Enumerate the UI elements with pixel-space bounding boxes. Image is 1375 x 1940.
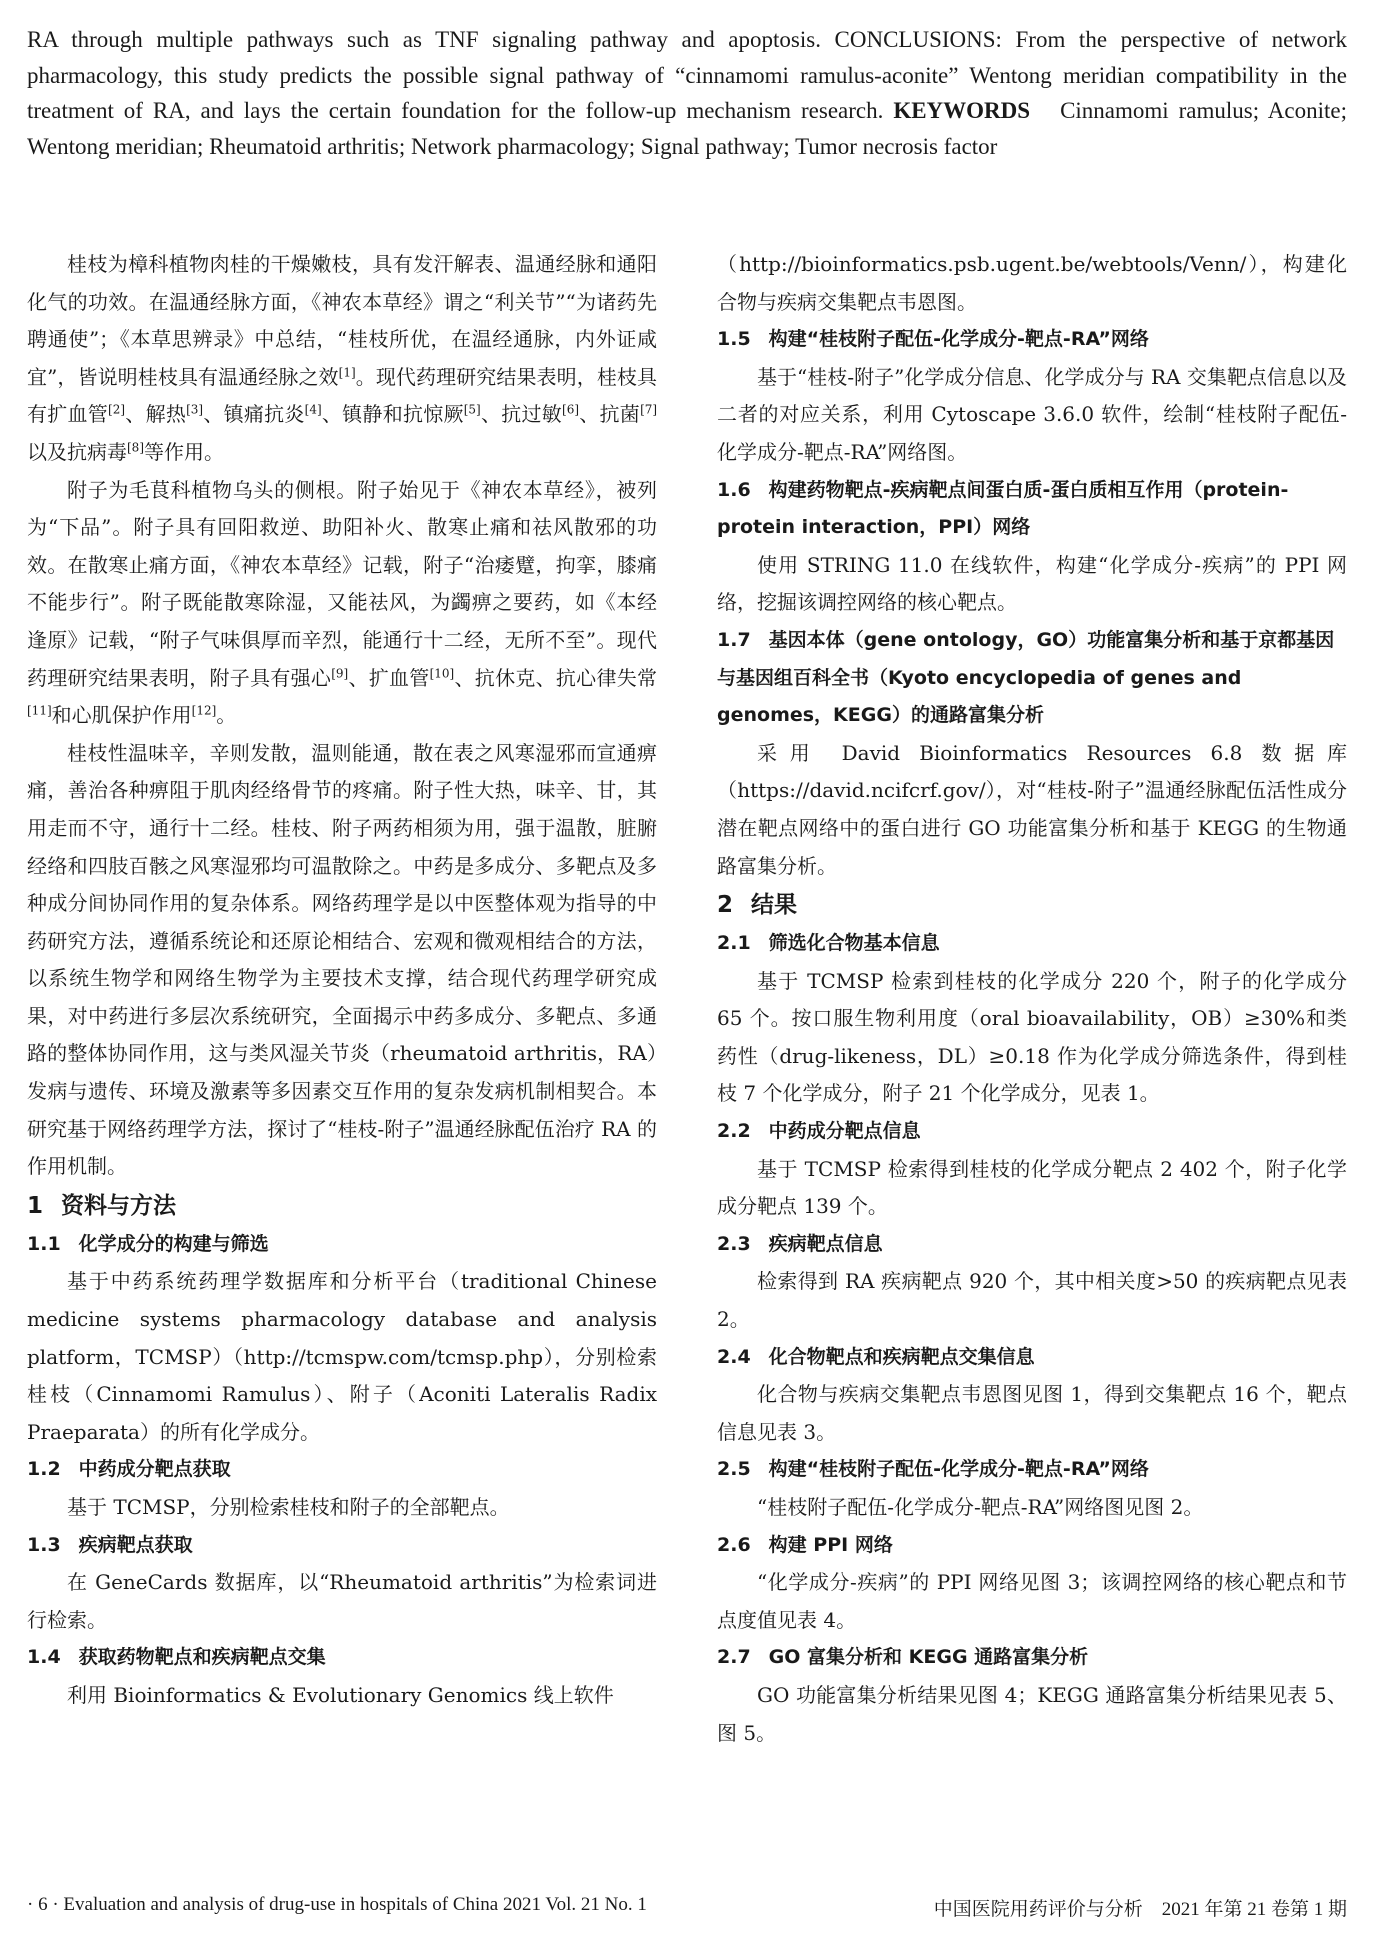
paragraph-1-5: 基于“桂枝-附子”化学成分信息、化学成分与 RA 交集靶点信息以及二者的对应关系，利用 Cytoscape 3.6.0 软件，绘制“桂枝附子配伍-化学成分-靶点-RA”网络图。 — [717, 364, 1347, 464]
subsection-heading-2-6: 2.6 构建 PPI 网络 — [717, 1533, 893, 1556]
paragraph-2-4: 化合物与疾病交集靶点韦恩图见图 1，得到交集靶点 16 个，靶点信息见表 3。 — [717, 1382, 1347, 1444]
paragraph-intro: 桂枝性温味辛，辛则发散，温则能通，散在表之风寒湿邪而宣通痹痛，善治各种痹阻于肌肉经络骨节的疼痛。附子性大热，味辛、甘，其用走而不守，通行十二经。桂枝、附子两药相须为用，强于温散，脏腑经络和四肢百骸之风寒湿邪均可温散除之。中药是多成分、多靶点及多种成分间协同作用的复杂体系。网络药理学是以中医整体观为指导的中药研究方法，遵循系统论和还原论相结合、宏观和微观相结合的方法，以系统生物学和网络生物学为主要技术支撑，结合现代药理学研究成果，对中药进行多层次系统研究，全面揭示中药多成分、多靶点、多通路的整体协同作用，这与类风湿关节炎（rheumatoid arthritis，RA）发病与遗传、环境及激素等多因素交互作用的复杂发病机制相契合。本研究基于网络药理学方法，探讨了“桂枝-附子”温通经脉配伍治疗 RA 的作用机制。 — [27, 740, 657, 1179]
paragraph-1-6: 使用 STRING 11.0 在线软件，构建“化学成分-疾病”的 PPI 网络，挖掘该调控网络的核心靶点。 — [717, 552, 1347, 615]
paragraph-2-6: “化学成分-疾病”的 PPI 网络见图 3；该调控网络的核心靶点和节点度值见表 4。 — [717, 1570, 1347, 1632]
body-columns — [27, 246, 1347, 1886]
paragraph-2-1: 基于 TCMSP 检索到桂枝的化学成分 220 个，附子的化学成分 65 个。按口服生物利用度（oral bioavailability，OB）≥30%和类药性（drug-likeness，DL）≥0.18 作为化学成分筛选条件，得到桂枝 7 个化学成分，附子 21 个化学成分，见表 1。 — [717, 968, 1347, 1106]
subsection-heading-2-1: 2.1 筛选化合物基本信息 — [717, 932, 940, 955]
paragraph-1-2: 基于 TCMSP，分别检索桂枝和附子的全部靶点。 — [67, 1495, 510, 1519]
subsection-heading-1-5: 1.5 构建“桂枝附子配伍-化学成分-靶点-RA”网络 — [717, 328, 1149, 351]
subsection-heading-2-4: 2.4 化合物靶点和疾病靶点交集信息 — [717, 1345, 1035, 1368]
subsection-heading-1-1: 1.1 化学成分的构建与筛选 — [27, 1232, 269, 1255]
abstract — [27, 22, 1347, 164]
abstract-text: RA through multiple pathways such as TNF signaling pathway and apoptosis. CONCLUSIONS: From the perspective of network pharmacology, this study predicts the possible signal pathway of “cinnamomi ramulus-aconite” Wentong meridian compatibility in the treatment of RA, and lays the certain foundation for the follow-up mechanism research. — [27, 27, 1347, 123]
paragraph-2-2: 基于 TCMSP 检索得到桂枝的化学成分靶点 2 402 个，附子化学成分靶点 139 个。 — [717, 1156, 1347, 1219]
paragraph-1-3: 在 GeneCards 数据库，以“Rheumatoid arthritis”为检索词进行检索。 — [27, 1570, 657, 1632]
keywords: Cinnamomi ramulus; Aconite; Wentong meridian; Rheumatoid arthritis; Network pharmacology; Signal pathway; Tumor necrosis factor — [27, 98, 1348, 159]
paragraph-cinnamon: 桂枝为樟科植物肉桂的干燥嫩枝，具有发汗解表、温通经脉和通阳化气的功效。在温通经脉方面，《神农本草经》谓之“利关节”“为诸药先聘通使”；《本草思辨录》中总结，“桂枝所优，在温经通脉，内外证咸宜”，皆说明桂枝具有温通经脉之效[1]。现代药理研究结果表明，桂枝具有扩血管[2]、解热[3]、镇痛抗炎[4]、镇静和抗惊厥[5]、抗过敏[6]、抗菌[7]以及抗病毒[8]等作用。 — [27, 252, 658, 464]
subsection-heading-1-4: 1.4 获取药物靶点和疾病靶点交集 — [27, 1646, 326, 1669]
subsection-heading-1-6: 1.6 构建药物靶点-疾病靶点间蛋白质-蛋白质相互作用（protein-protein interaction，PPI）网络 — [717, 478, 1289, 539]
paragraph-2-5: “桂枝附子配伍-化学成分-靶点-RA”网络图见图 2。 — [757, 1495, 1204, 1519]
paragraph-aconite: 附子为毛茛科植物乌头的侧根。附子始见于《神农本草经》，被列为“下品”。附子具有回阳救逆、助阳补火、散寒止痛和祛风散邪的功效。在散寒止痛方面，《神农本草经》记载，附子“治痿躄，拘挛，膝痛不能步行”。附子既能散寒除湿，又能祛风，为蠲痹之要药，如《本经逢原》记载，“附子气味俱厚而辛烈，能通行十二经，无所不至”。现代药理研究结果表明，附子具有强心[9]、扩血管[10]、抗休克、抗心律失常[11]和心肌保护作用[12]。 — [27, 477, 658, 728]
subsection-heading-2-2: 2.2 中药成分靶点信息 — [717, 1120, 921, 1143]
subsection-heading-2-5: 2.5 构建“桂枝附子配伍-化学成分-靶点-RA”网络 — [717, 1458, 1149, 1481]
paragraph-2-7: GO 功能富集分析结果见图 4；KEGG 通路富集分析结果见表 5、图 5。 — [717, 1682, 1347, 1745]
paragraph-1-4: 利用 Bioinformatics & Evolutionary Genomics 线上软件 — [67, 1682, 614, 1707]
page-footer — [27, 1894, 1347, 1924]
left-column — [27, 246, 657, 1715]
section-heading-2: 2 结果 — [717, 892, 798, 919]
paragraph-1-4-continued: （http://bioinformatics.psb.ugent.be/webtools/Venn/），构建化合物与疾病交集靶点韦恩图。 — [717, 252, 1347, 314]
subsection-heading-1-3: 1.3 疾病靶点获取 — [27, 1533, 193, 1556]
keywords-label: KEYWORDS — [893, 98, 1031, 123]
paragraph-2-3: 检索得到 RA 疾病靶点 920 个，其中相关度>50 的疾病靶点见表 2。 — [717, 1269, 1347, 1332]
subsection-heading-1-2: 1.2 中药成分靶点获取 — [27, 1458, 231, 1481]
page — [27, 22, 1348, 1745]
subsection-heading-2-7: 2.7 GO 富集分析和 KEGG 通路富集分析 — [717, 1646, 1089, 1669]
footer-journal-english: · 6 · Evaluation and analysis of drug-use in hospitals of China 2021 Vol. 21 No. 1 — [27, 1894, 647, 1915]
subsection-heading-2-3: 2.3 疾病靶点信息 — [717, 1232, 883, 1255]
subsection-heading-1-7: 1.7 基因本体（gene ontology，GO）功能富集分析和基于京都基因与基因组百科全书（Kyoto encyclopedia of genes and genomes，KEGG）的通路富集分析 — [717, 628, 1335, 727]
paragraph-1-1: 基于中药系统药理学数据库和分析平台（traditional Chinese medicine systems pharmacology database and analysis platform，TCMSP）（http://tcmspw.com/tcmsp.php），分别检索桂枝（Cinnamomi Ramulus）、附子（Aconiti Lateralis Radix Praeparata）的所有化学成分。 — [27, 1269, 657, 1444]
section-heading-1: 1 资料与方法 — [27, 1192, 177, 1219]
paragraph-1-7: 采用 David Bioinformatics Resources 6.8 数据库（https://david.ncifcrf.gov/），对“桂枝-附子”温通经脉配伍活性成分潜在靶点网络中的蛋白进行 GO 功能富集分析和基于 KEGG 的生物通路富集分析。 — [717, 740, 1347, 878]
footer-journal-chinese: 中国医院用药评价与分析 2021 年第 21 卷第 1 期 — [933, 1899, 1347, 1920]
right-column — [717, 246, 1347, 1752]
